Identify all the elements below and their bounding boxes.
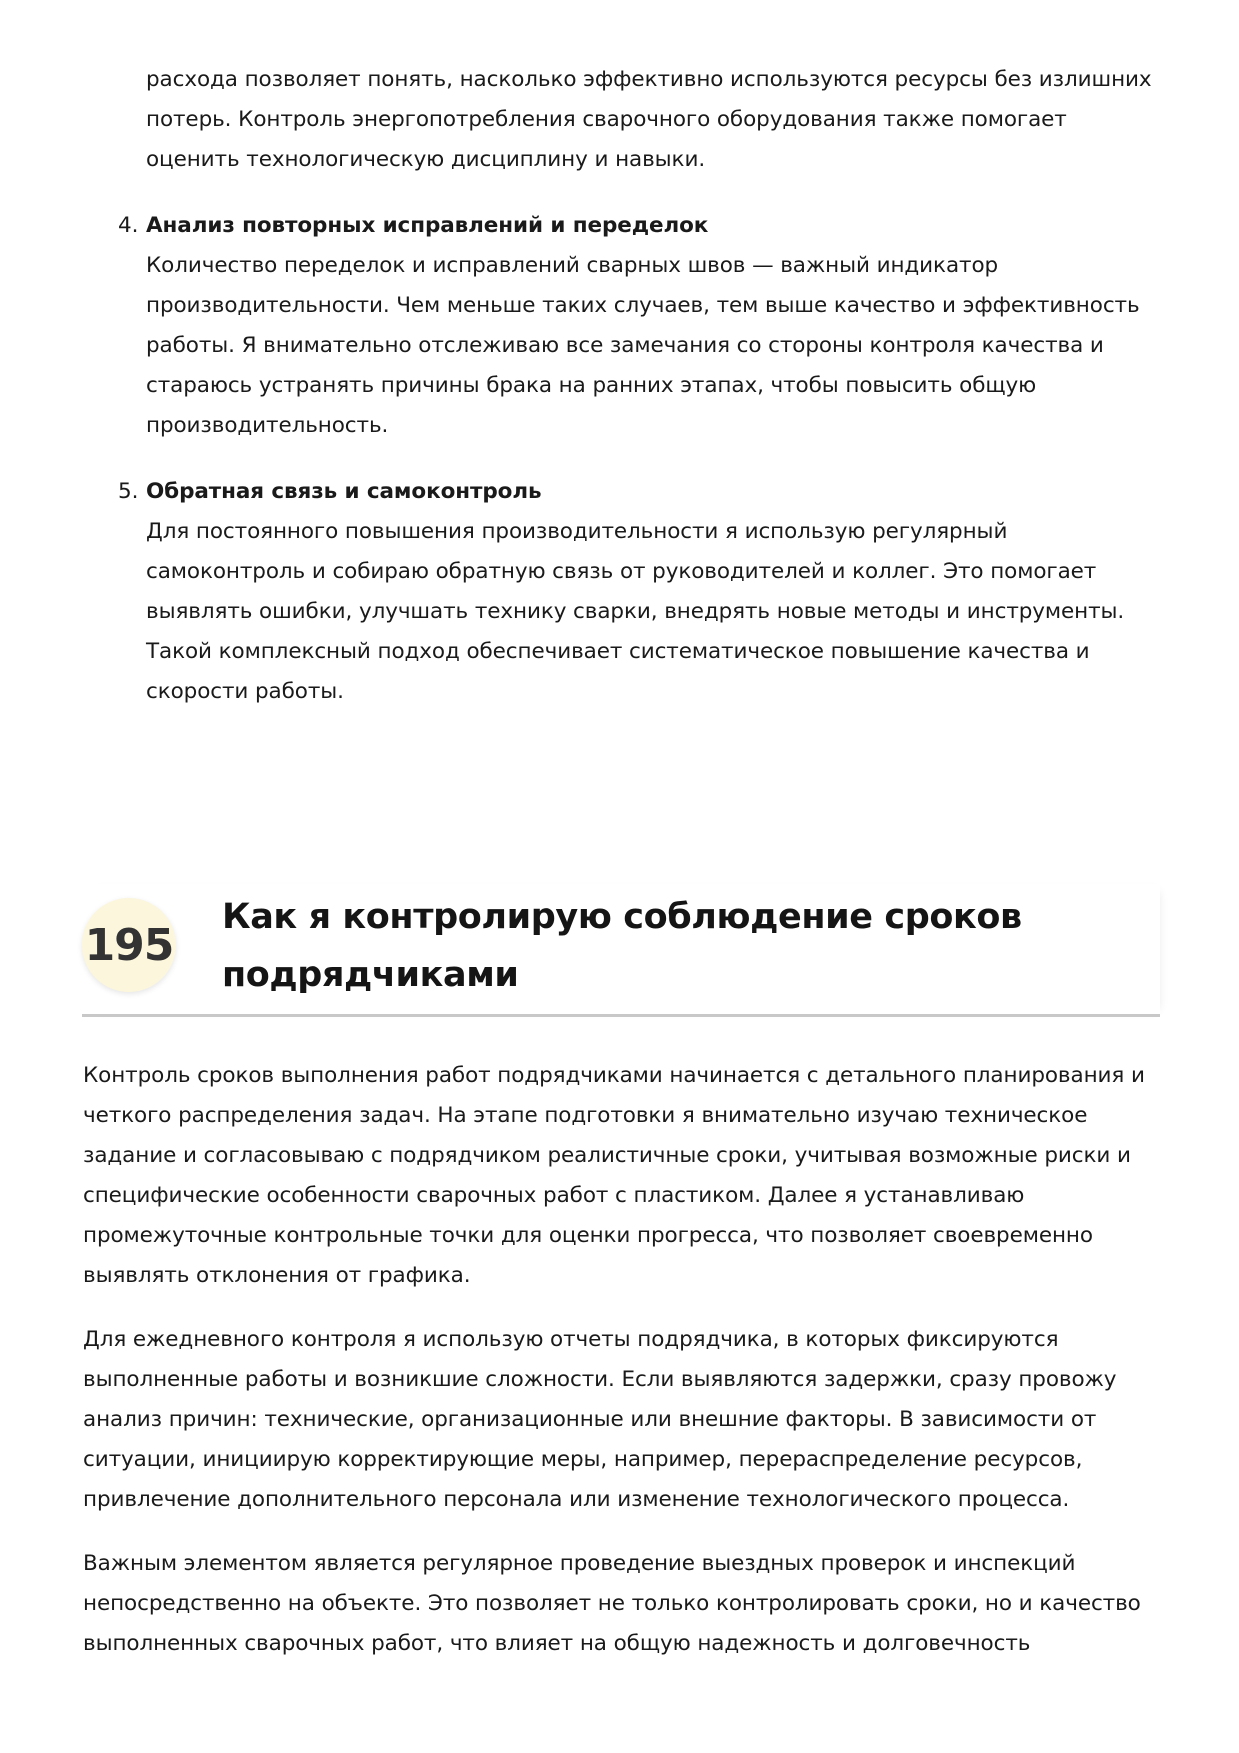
list-item-text: Для постоянного повышения производительности я использую регулярный самоконтроль и собираю обратную связь от руководителей и коллег. Это помогает выявлять ошибки, улучшать технику сварки, внедрять новые методы и инструменты. Такой комплексный подход обеспечивает систематическое повышение качества и скорости работы. xyxy=(146,519,1125,704)
list-item-number: 5. xyxy=(118,479,139,504)
paragraph: Для ежедневного контроля я использую отчеты подрядчика, в которых фиксируются выполненные работы и возникшие сложности. Если выявляются задержки, сразу провожу анализ причин: технические, организационные или внешние факторы. В зависимости от ситуации, инициирую корректирующие меры, например, перераспределение ресурсов, привлечение дополнительного персонала или изменение технологического процесса. xyxy=(83,1327,1117,1512)
list-item-5 xyxy=(118,472,1156,712)
list-item-continued xyxy=(146,60,1156,180)
section-body xyxy=(83,1056,1163,1688)
list-item-title: Анализ повторных исправлений и переделок xyxy=(146,213,709,238)
paragraph: Контроль сроков выполнения работ подрядчиками начинается с детального планирования и четкого распределения задач. На этапе подготовки я внимательно изучаю техническое задание и согласовываю с подрядчиком реалистичные сроки, учитывая возможные риски и специфические особенности сварочных работ с пластиком. Далее я устанавливаю промежуточные контрольные точки для оценки прогресса, что позволяет своевременно выявлять отклонения от графика. xyxy=(83,1063,1145,1288)
list-item-continued-text: расхода позволяет понять, насколько эффективно используются ресурсы без излишних потерь. Контроль энергопотребления сварочного оборудования также помогает оценить технологическую дисциплину и навыки. xyxy=(146,67,1152,172)
section-title: Как я контролирую соблюдение сроков подрядчиками xyxy=(222,897,1022,995)
list-item-number: 4. xyxy=(118,213,139,238)
paragraph: Важным элементом является регулярное проведение выездных проверок и инспекций непосредственно на объекте. Это позволяет не только контролировать сроки, но и качество выполненных сварочных работ, что влияет на общую надежность и долговечность xyxy=(83,1551,1141,1656)
list-item-title: Обратная связь и самоконтроль xyxy=(146,479,542,504)
numbered-list xyxy=(118,60,1156,738)
list-item-text: Количество переделок и исправлений сварных швов — важный индикатор производительности. Чем меньше таких случаев, тем выше качество и эффективность работы. Я внимательно отслеживаю все замечания со стороны контроля качества и стараюсь устранять причины брака на ранних этапах, чтобы повысить общую производительность. xyxy=(146,253,1140,438)
section-header xyxy=(82,884,1160,1017)
list-item-4 xyxy=(118,206,1156,446)
section-number-badge: 195 xyxy=(82,898,176,992)
